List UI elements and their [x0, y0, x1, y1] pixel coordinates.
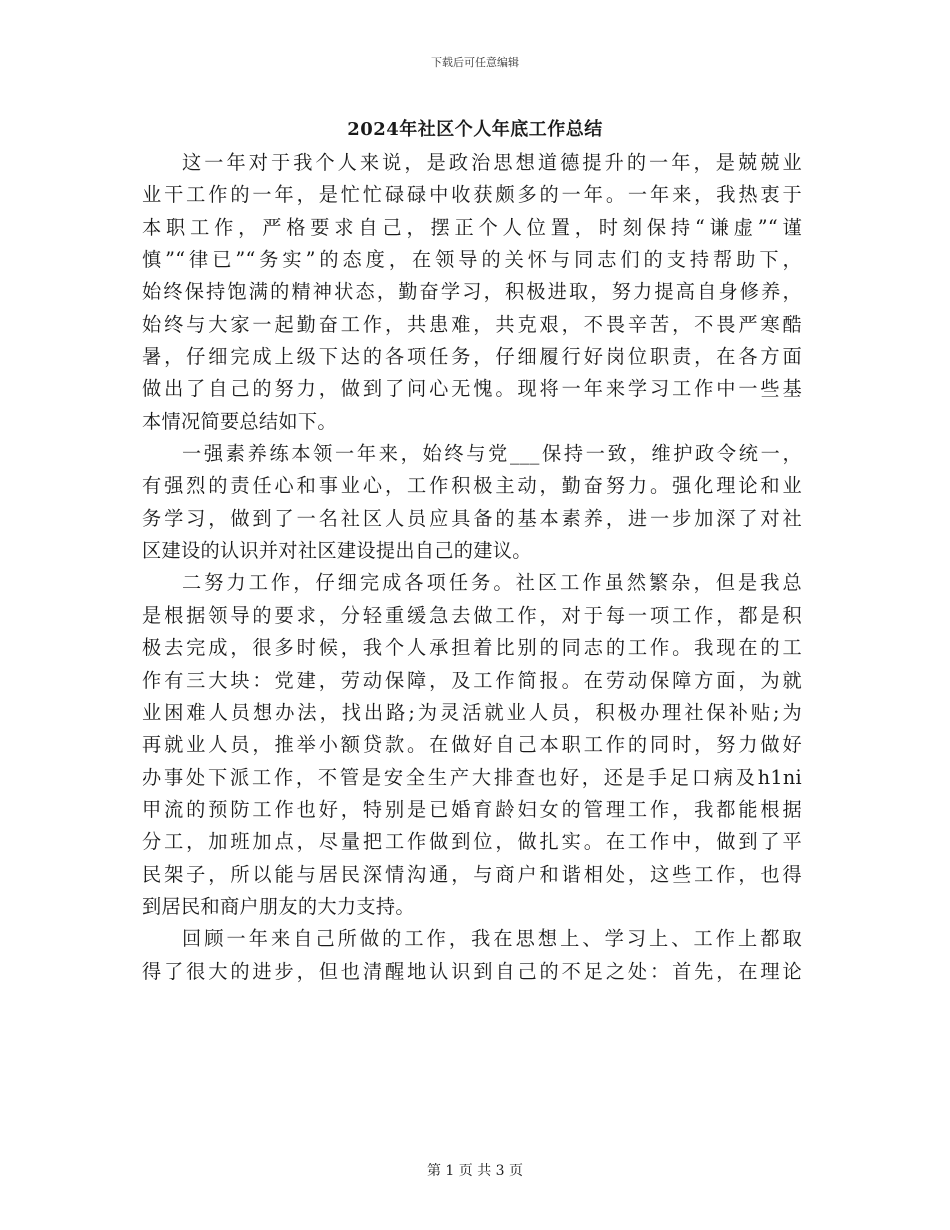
- paragraph-line: 区建设的认识并对社区建设提出自己的建议。: [142, 539, 532, 563]
- paragraph-line: 慎”“律已”“务实”的态度，在领导的关怀与同志们的支持帮助下，: [142, 248, 802, 272]
- paragraph-line: 做出了自己的努力，做到了问心无愧。现将一年来学习工作中一些基: [142, 377, 802, 401]
- paragraph-line: 务学习，做到了一名社区人员应具备的基本素养，进一步加深了对社: [142, 506, 802, 530]
- page-header-note: 下载后可任意编辑: [431, 56, 519, 69]
- paragraph-line: 始终与大家一起勤奋工作，共患难，共克艰，不畏辛苦，不畏严寒酷: [142, 312, 802, 336]
- paragraph-line: 作有三大块：党建，劳动保障，及工作简报。在劳动保障方面，为就: [142, 668, 802, 692]
- document-body: [142, 147, 802, 988]
- paragraph-line: 暑，仔细完成上级下达的各项任务，仔细履行好岗位职责，在各方面: [142, 345, 802, 369]
- paragraph-line: 业干工作的一年，是忙忙碌碌中收获颇多的一年。一年来，我热衷于: [142, 183, 802, 207]
- paragraph-line: 民架子，所以能与居民深情沟通，与商户和谐相处，这些工作，也得: [142, 862, 802, 886]
- paragraph-line: 办事处下派工作，不管是安全生产大排查也好，还是手足口病及h1ni: [142, 765, 802, 789]
- paragraph-line: 极去完成，很多时候，我个人承担着比别的同志的工作。我现在的工: [142, 636, 802, 660]
- paragraph-line: 一强素养练本领一年来，始终与党___保持一致，维护政令统一，: [182, 442, 802, 466]
- paragraph-line: 得了很大的进步，但也清醒地认识到自己的不足之处：首先，在理论: [142, 959, 802, 983]
- paragraph-line: 分工，加班加点，尽量把工作做到位，做扎实。在工作中，做到了平: [142, 830, 802, 854]
- paragraph-line: 有强烈的责任心和事业心，工作积极主动，勤奋努力。强化理论和业: [142, 474, 802, 498]
- paragraph-line: 这一年对于我个人来说，是政治思想道德提升的一年，是兢兢业: [182, 151, 802, 174]
- paragraph-line: 本情况简要总结如下。: [142, 409, 337, 433]
- paragraph-line: 始终保持饱满的精神状态，勤奋学习，积极进取，努力提高自身修养，: [142, 280, 802, 304]
- paragraph-line: 到居民和商户朋友的大力支持。: [142, 894, 415, 918]
- paragraph-line: 本职工作，严格要求自己，摆正个人位置，时刻保持“谦虚”“谨: [142, 215, 802, 239]
- paragraph-line: 二努力工作，仔细完成各项任务。社区工作虽然繁杂，但是我总: [182, 571, 802, 595]
- paragraph-line: 是根据领导的要求，分轻重缓急去做工作，对于每一项工作，都是积: [142, 603, 802, 627]
- paragraph-line: 再就业人员，推举小额贷款。在做好自己本职工作的同时，努力做好: [142, 733, 802, 757]
- paragraph-line: 甲流的预防工作也好，特别是已婚育龄妇女的管理工作，我都能根据: [142, 797, 802, 821]
- page-number: 第 1 页 共 3 页: [426, 1163, 524, 1179]
- paragraph-line: 回顾一年来自己所做的工作，我在思想上、学习上、工作上都取: [182, 927, 802, 951]
- document-title: 2024年社区个人年底工作总结: [347, 119, 603, 140]
- paragraph-line: 业困难人员想办法，找出路;为灵活就业人员，积极办理社保补贴;为: [142, 700, 802, 724]
